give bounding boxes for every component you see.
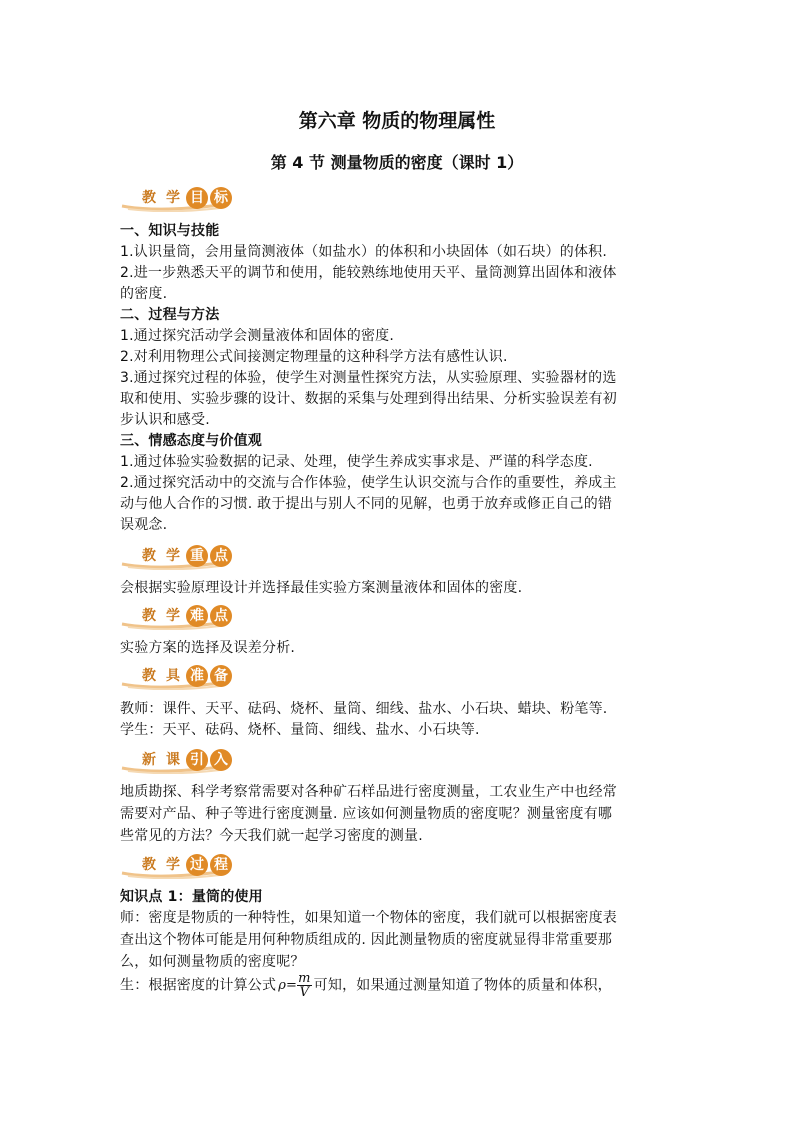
badge-char: 学 xyxy=(166,548,180,564)
goals-heading-attitude: 三、情感态度与价值观 xyxy=(120,433,262,449)
badge-char-circle: 目 xyxy=(186,187,208,209)
badge-difficult-points xyxy=(120,604,230,630)
goal-item: 的密度. xyxy=(120,286,168,302)
intro-line: 需要对产品、种子等进行密度测量. 应该如何测量物质的密度呢？测量密度有哪 xyxy=(120,806,613,822)
goal-item: 2.通过探究活动中的交流与合作体验，使学生认识交流与合作的重要性，养成主 xyxy=(120,475,617,491)
badge-char: 教 xyxy=(142,668,156,684)
badge-char-circle: 标 xyxy=(210,187,232,209)
goal-item: 1.通过体验实验数据的记录、处理，使学生养成实事求是、严谨的科学态度. xyxy=(120,454,593,470)
badge-char: 课 xyxy=(166,752,180,768)
goal-item: 取和使用、实验步骤的设计、数据的采集与处理到得出结果、分析实验误差有初 xyxy=(120,391,617,407)
badge-char-circle: 点 xyxy=(210,545,232,567)
badge-teaching-goals xyxy=(120,186,230,212)
badge-materials xyxy=(120,664,230,690)
goal-item: 2.进一步熟悉天平的调节和使用，能较熟练地使用天平、量筒测算出固体和液体 xyxy=(120,265,617,281)
difficult-points-text: 实验方案的选择及误差分析. xyxy=(120,640,296,656)
badge-char-circle: 过 xyxy=(186,854,208,876)
process-line-formula xyxy=(120,972,612,999)
badge-key-points xyxy=(120,544,230,570)
formula-lhs: ρ= xyxy=(278,978,298,993)
badge-char-circle: 程 xyxy=(210,854,232,876)
formula-fraction xyxy=(297,972,312,999)
badge-char-circle: 备 xyxy=(210,665,232,687)
goal-item: 3.通过探究过程的体验，使学生对测量性探究方法，从实验原理、实验器材的选 xyxy=(120,370,617,386)
badge-intro xyxy=(120,748,230,774)
process-line: 么，如何测量物质的密度呢？ xyxy=(120,954,305,970)
process-line: 查出这个物体可能是用何种物质组成的. 因此测量物质的密度就显得非常重要那 xyxy=(120,932,613,948)
badge-char-circle: 引 xyxy=(186,749,208,771)
key-points-text: 会根据实验原理设计并选择最佳实验方案测量液体和固体的密度. xyxy=(120,580,523,596)
goals-heading-process: 二、过程与方法 xyxy=(120,307,220,323)
badge-char-circle: 重 xyxy=(186,545,208,567)
goal-item: 1.通过探究活动学会测量液体和固体的密度. xyxy=(120,328,395,344)
materials-teacher: 教师：课件、天平、砝码、烧杯、量筒、细线、盐水、小石块、蜡块、粉笔等. xyxy=(120,701,608,717)
process-text: 可知，如果通过测量知道了物体的质量和体积， xyxy=(313,977,612,994)
density-formula xyxy=(278,972,311,999)
badge-char: 教 xyxy=(142,608,156,624)
goal-item: 1.认识量筒，会用量筒测液体（如盐水）的体积和小块固体（如石块）的体积. xyxy=(120,244,608,260)
badge-char-circle: 入 xyxy=(210,749,232,771)
formula-denominator: V xyxy=(299,985,310,1000)
goal-item: 动与他人合作的习惯. 敢于提出与别人不同的见解，也勇于放弃或修正自己的错 xyxy=(120,496,613,512)
badge-char-circle: 点 xyxy=(210,605,232,627)
knowledge-point-heading: 知识点 1：量筒的使用 xyxy=(120,889,263,905)
formula-numerator: m xyxy=(298,971,311,986)
intro-line: 地质勘探、科学考察常需要对各种矿石样品进行密度测量，工农业生产中也经常 xyxy=(120,784,617,800)
process-text: 生：根据密度的计算公式 xyxy=(120,977,277,994)
badge-char: 学 xyxy=(166,857,180,873)
process-line: 师：密度是物质的一种特性，如果知道一个物体的密度，我们就可以根据密度表 xyxy=(120,910,617,926)
chapter-title: 第六章 物质的物理属性 xyxy=(298,110,496,132)
goals-heading-knowledge: 一、知识与技能 xyxy=(120,223,220,239)
badge-char-circle: 准 xyxy=(186,665,208,687)
badge-char: 新 xyxy=(142,752,156,768)
materials-student: 学生：天平、砝码、烧杯、量筒、细线、盐水、小石块等. xyxy=(120,722,480,738)
goal-item: 2.对利用物理公式间接测定物理量的这种科学方法有感性认识. xyxy=(120,349,508,365)
badge-char: 教 xyxy=(142,548,156,564)
badge-process xyxy=(120,853,230,879)
badge-char: 学 xyxy=(166,190,180,206)
badge-char: 教 xyxy=(142,857,156,873)
intro-line: 些常见的方法？今天我们就一起学习密度的测量. xyxy=(120,828,423,844)
badge-char: 教 xyxy=(142,190,156,206)
badge-char: 具 xyxy=(166,668,180,684)
goal-item: 步认识和感受. xyxy=(120,412,210,428)
goal-item: 误观念. xyxy=(120,517,168,533)
section-title: 第 4 节 测量物质的密度（课时 1） xyxy=(270,153,524,172)
badge-char-circle: 难 xyxy=(186,605,208,627)
badge-char: 学 xyxy=(166,608,180,624)
